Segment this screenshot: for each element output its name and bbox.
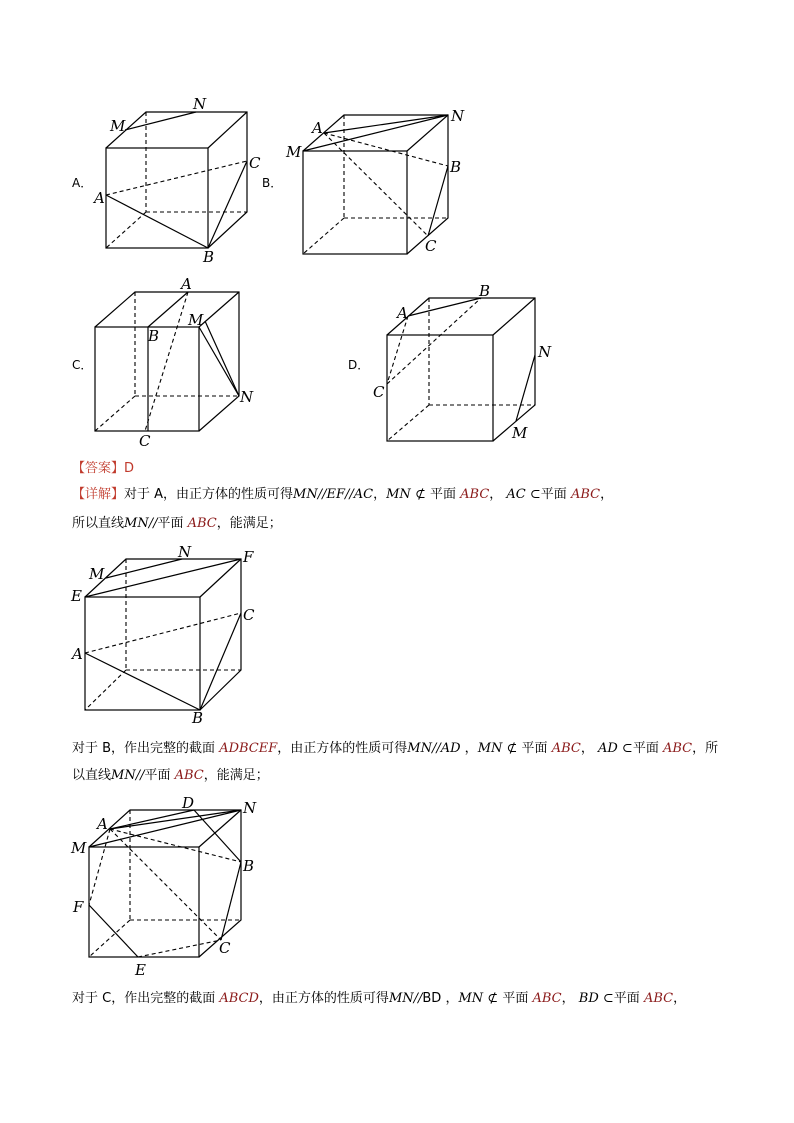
point-label: B [148, 327, 160, 345]
point-label: F [243, 548, 254, 566]
point-label: B [450, 158, 462, 176]
point-label: D [182, 795, 195, 812]
point-label: E [71, 587, 82, 605]
point-label: A [397, 304, 408, 322]
figure-detail-b [0, 795, 300, 985]
point-label: M [286, 143, 302, 161]
cube-option-c [72, 275, 254, 450]
math-expr: AD ⊂ [597, 741, 633, 756]
point-label: A [312, 119, 323, 137]
point-label: M [71, 839, 87, 857]
math-abc: ABC [551, 741, 581, 756]
plane-word: 平面 [540, 487, 567, 502]
text: ， [673, 991, 687, 1006]
math-abc: ABC [174, 768, 204, 783]
text: ，能满足； [203, 768, 269, 783]
point-label: N [240, 388, 254, 406]
point-label: N [451, 107, 465, 125]
point-label: A [97, 815, 108, 833]
text: ，由正方体的性质可得 [277, 741, 408, 756]
plane-word: 平面 [144, 768, 171, 783]
point-label: F [73, 898, 84, 916]
point-label: A [94, 189, 105, 207]
point-label: M [89, 565, 105, 583]
separator: ， [373, 487, 387, 502]
option-d-label: D． [348, 358, 370, 372]
text: 对于 B，作出完整的截面 [72, 741, 216, 756]
math-expr: MN// [388, 991, 423, 1006]
point-label: B [243, 857, 255, 875]
point-label: N [178, 543, 192, 561]
math-expr: MN ⊄ [458, 991, 499, 1006]
text: 对于 C，作出完整的截面 [72, 991, 216, 1006]
detail-b-line2 [72, 767, 269, 785]
detail-c-line1: 对于 C，作出完整的截面 ABCD，由正方体的性质可得MN//BD ，MN ⊄ 平面 ABC， BD ⊂平面 ABC， [72, 991, 687, 1006]
math-abc: ABC [570, 487, 601, 502]
point-label: B [479, 282, 491, 300]
point-label: A [181, 275, 192, 293]
math-expr: MN// [111, 768, 145, 783]
point-label: M [512, 424, 528, 442]
point-label: C [425, 237, 437, 255]
point-label: A [72, 645, 83, 663]
point-label: N [243, 799, 257, 817]
plane-word: 平面 [632, 741, 659, 756]
point-label: C [249, 154, 261, 172]
point-label: B [192, 709, 204, 727]
math-expr: MN//AD [407, 741, 461, 756]
point-label: N [538, 343, 552, 361]
math-expr: MN//EF//AC [293, 487, 374, 502]
answer-tag: 【答案】 [72, 461, 125, 476]
point-label: C [219, 939, 231, 957]
math-abc: ABC [187, 516, 217, 531]
math-abc: ABC [662, 741, 693, 756]
text: ，由正方体的性质可得 [258, 991, 389, 1006]
plane-word: 平面 [429, 487, 456, 502]
option-c-label: C． [72, 358, 93, 372]
point-label: C [139, 432, 151, 450]
detail-b-line1: 对于 B，作出完整的截面 ADBCEF，由正方体的性质可得MN//AD ，MN ⊄ 平面 ABC， AD ⊂平面 ABC，所 [72, 741, 719, 756]
cube-option-b [262, 107, 465, 255]
detail-a-line2 [72, 515, 282, 533]
math-expr: AC ⊂ [506, 487, 541, 502]
detail-a-line1: 【详解】对于 A，由正方体的性质可得MN//EF//AC，MN ⊄ 平面 ABC， AC ⊂平面 ABC， [72, 487, 614, 502]
answer-value: D [124, 461, 135, 476]
point-label: N [193, 95, 207, 113]
point-label: E [135, 961, 146, 979]
math-expr: MN// [124, 516, 158, 531]
point-label: B [203, 248, 215, 266]
option-a-label: A． [72, 176, 93, 190]
math-bd: BD [422, 991, 442, 1006]
math-abc: ABC [460, 487, 490, 502]
plane-word: 平面 [157, 516, 184, 531]
detail-tag: 【详解】 [72, 487, 125, 502]
math-abc: ABC [643, 991, 674, 1006]
math-expr: MN ⊄ [477, 741, 518, 756]
text: ，能满足； [216, 516, 282, 531]
plane-word: 平面 [613, 991, 640, 1006]
plane-word: 平面 [502, 991, 529, 1006]
plane-word: 平面 [521, 741, 548, 756]
math-section: ADBCEF [219, 741, 278, 756]
point-label: C [243, 606, 255, 624]
point-label: C [373, 383, 385, 401]
math-section: ABCD [219, 991, 259, 1006]
detail-a-intro: 对于 A，由正方体的性质可得 [124, 487, 294, 502]
option-b-label: B． [262, 176, 283, 190]
math-expr: MN ⊄ [386, 487, 426, 502]
figure-detail-a [0, 540, 300, 730]
math-abc: ABC [532, 991, 562, 1006]
math-expr: BD ⊂ [578, 991, 614, 1006]
text: 以直线 [72, 768, 112, 783]
cube-option-d [348, 282, 552, 442]
text: 所以直线 [72, 516, 125, 531]
text: ，所 [692, 741, 719, 756]
answer-line [72, 460, 134, 478]
point-label: M [110, 117, 126, 135]
point-label: M [188, 311, 204, 329]
cube-option-a [72, 95, 261, 266]
option-figures [0, 0, 794, 470]
